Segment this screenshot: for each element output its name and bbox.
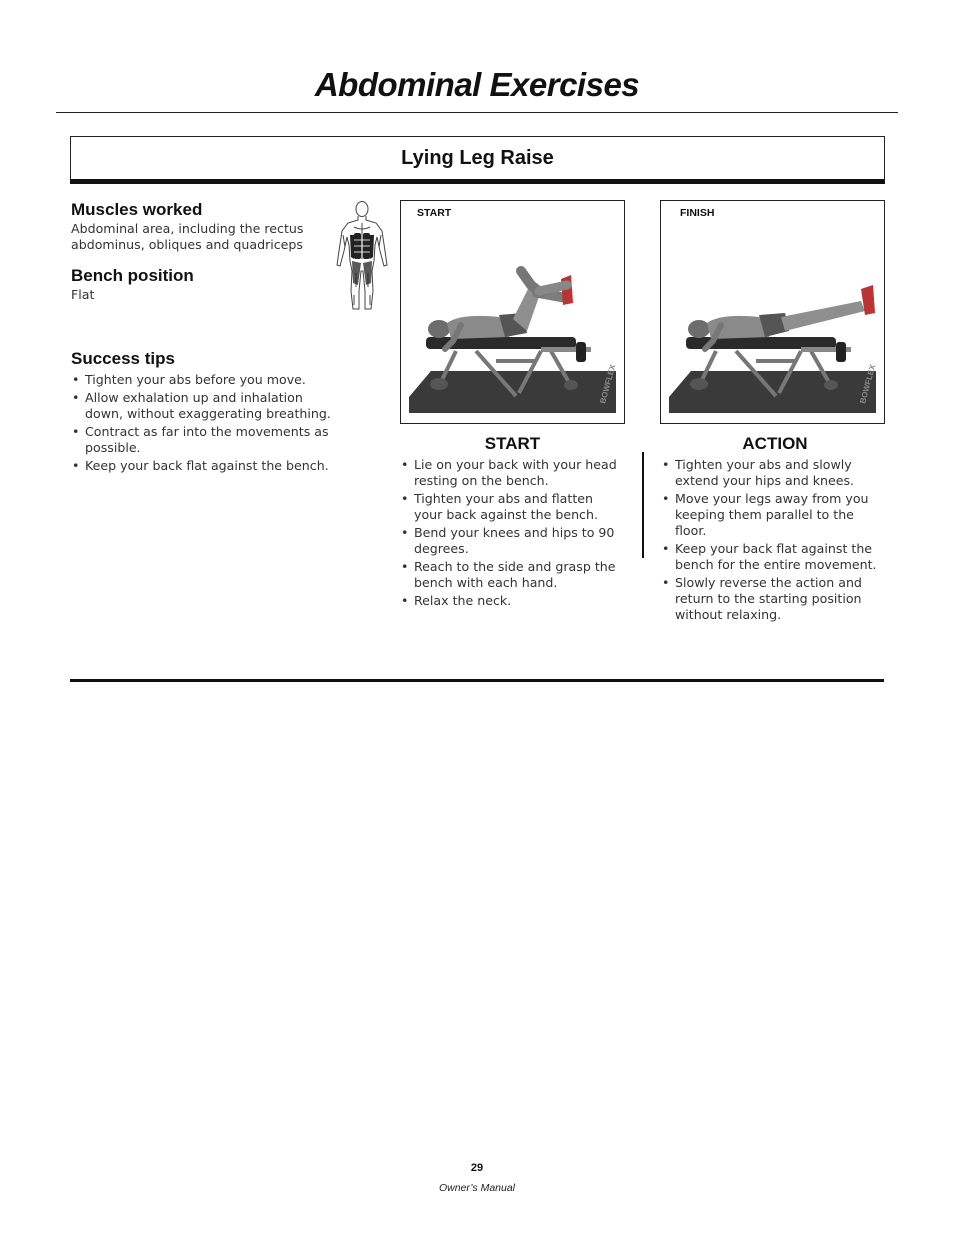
finish-photo-label: FINISH <box>680 207 715 219</box>
list-item: • Bend your knees and hips to 90 degrees. <box>400 525 625 557</box>
success-tips-heading: Success tips <box>71 349 175 368</box>
list-item: • Tighten your abs and slowly extend your hips and knees. <box>661 457 889 489</box>
list-item: • Keep your back flat against the bench. <box>71 458 336 474</box>
finish-photo <box>660 200 885 424</box>
list-item: • Contract as far into the movements as possible. <box>71 424 336 456</box>
mat-brand-label: BOWFLEX <box>858 363 878 405</box>
finish-position-illustration <box>661 201 884 423</box>
muscles-section <box>71 200 336 253</box>
bench-section <box>71 266 336 303</box>
title-divider <box>56 112 898 113</box>
success-tips-list <box>71 372 336 474</box>
success-tips-section <box>71 349 336 476</box>
start-photo-label: START <box>417 207 452 219</box>
start-photo <box>400 200 625 424</box>
action-heading: ACTION <box>742 434 808 453</box>
list-item: • Tighten your abs before you move. <box>71 372 336 388</box>
list-item: • Reach to the side and grasp the bench with each hand. <box>400 559 625 591</box>
page-title: Abdominal Exercises <box>314 66 640 103</box>
column-divider <box>642 452 644 558</box>
muscles-heading: Muscles worked <box>71 200 203 219</box>
mat-brand-label: BOWFLEX <box>598 363 618 405</box>
page-number: 29 <box>470 1162 484 1174</box>
list-item: • Lie on your back with your head resting on the bench. <box>400 457 625 489</box>
list-item: • Slowly reverse the action and return to the starting position without relaxing. <box>661 575 889 623</box>
action-list <box>661 457 889 623</box>
start-position-illustration <box>401 201 624 423</box>
list-item: • Relax the neck. <box>400 593 625 609</box>
list-item: • Keep your back flat against the bench for the entire movement. <box>661 541 889 573</box>
list-item: • Tighten your abs and flatten your back against the bench. <box>400 491 625 523</box>
muscle-diagram-icon <box>334 199 390 313</box>
exercise-title-box <box>70 136 885 184</box>
section-bottom-divider <box>70 679 884 682</box>
start-heading: START <box>484 434 541 453</box>
bench-heading: Bench position <box>71 266 194 285</box>
bench-text: Flat <box>71 287 95 302</box>
list-item: • Allow exhalation up and inhalation down, without exaggerating breathing. <box>71 390 336 422</box>
action-instructions <box>661 434 889 625</box>
list-item: • Move your legs away from you keeping them parallel to the floor. <box>661 491 889 539</box>
start-list <box>400 457 625 609</box>
muscles-text: Abdominal area, including the rectus abdominus, obliques and quadriceps <box>71 221 304 252</box>
start-instructions <box>400 434 625 611</box>
exercise-title: Lying Leg Raise <box>401 147 554 169</box>
footer-text: Owner’s Manual <box>438 1182 516 1194</box>
